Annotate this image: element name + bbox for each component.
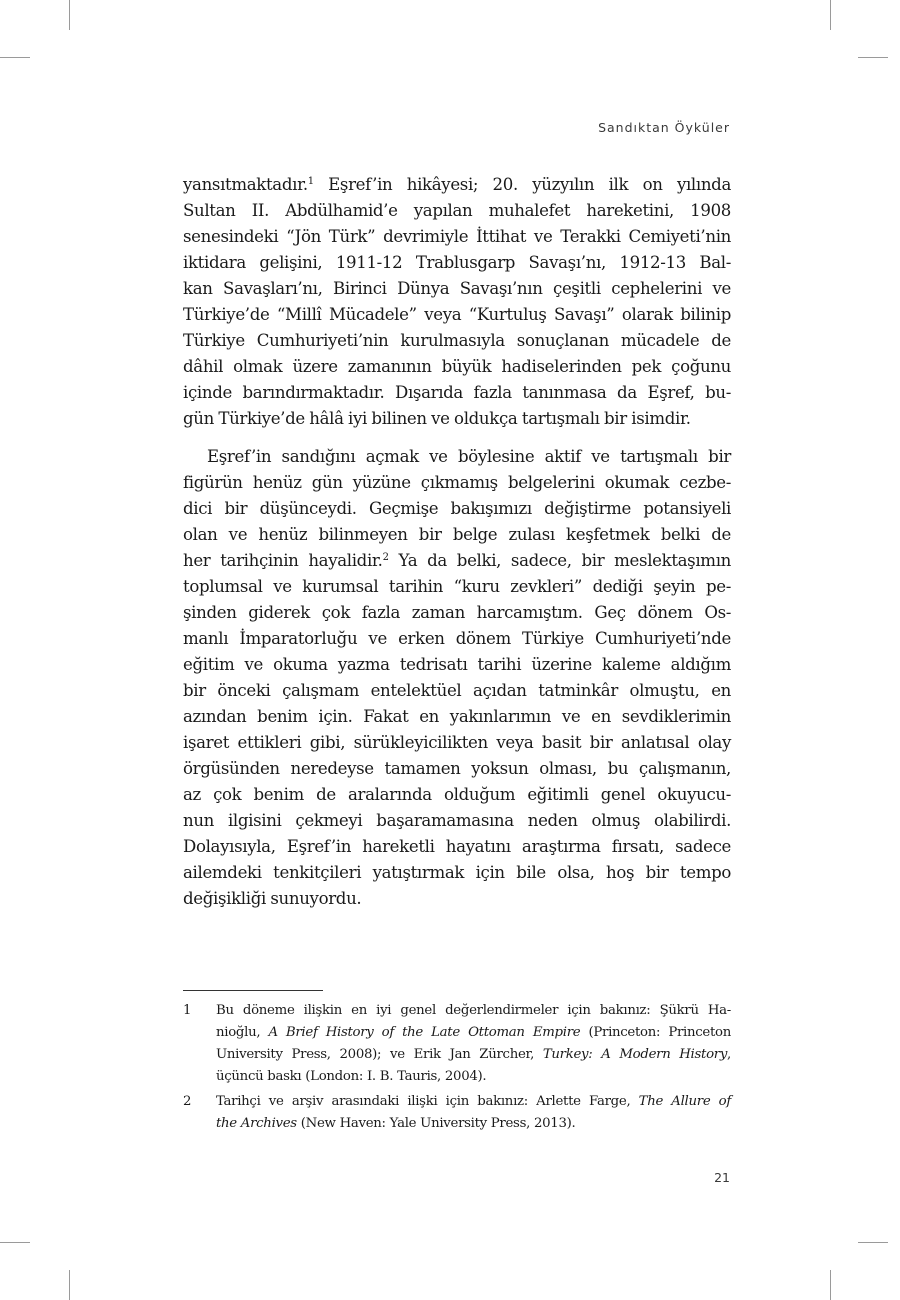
- text-line: olan ve henüz bilinmeyen bir belge zulası keşfetmek belki de: [183, 525, 731, 544]
- footnote-rule: [183, 990, 323, 991]
- footnote-2: [183, 1091, 731, 1135]
- text-line: ailemdeki tenkitçileri yatıştırmak için bile olsa, hoş bir tempo: [183, 863, 731, 882]
- footnote-text: Bu döneme ilişkin en iyi genel değerlendirmeler için bakınız: Şükrü Ha- nioğlu, A Brief History of the Late Ottoman Empire (Princeton: Princeton University Press, 2008); ve Erik Jan Zürcher, Turkey: A Modern History, üçüncü baskı (London: I. B. Tauris, 2004).: [216, 1003, 731, 1084]
- crop-mark: [0, 57, 30, 58]
- text-line: figürün henüz gün yüzüne çıkmamış belgelerini okumak cezbe-: [183, 473, 731, 492]
- crop-mark: [69, 0, 70, 30]
- text-line: Sultan II. Abdülhamid’e yapılan muhalefet hareketini, 1908: [183, 201, 731, 220]
- text-line: azından benim için. Fakat en yakınlarımın ve en sevdiklerimin: [183, 707, 731, 726]
- book-title: A Brief History of the Late Ottoman Empire: [268, 1025, 581, 1040]
- paragraph-2: [183, 444, 731, 912]
- book-title: The Allure of: [638, 1094, 731, 1109]
- text-line: az çok benim de aralarında olduğum eğitimli genel okuyucu-: [183, 785, 731, 804]
- book-title: the Archives: [216, 1116, 297, 1131]
- text-line: içinde barındırmaktadır. Dışarıda fazla tanınmasa da Eşref, bu-: [183, 383, 731, 402]
- text-line: toplumsal ve kurumsal tarihin “kuru zevkleri” dediği şeyin pe-: [183, 577, 731, 596]
- text-line: işaret ettikleri gibi, sürükleyicilikten veya basit bir anlatısal olay: [183, 733, 731, 752]
- footnote-ref-2[interactable]: 2: [382, 552, 389, 563]
- text-line: Eşref’in sandığını açmak ve böylesine aktif ve tartışmalı bir: [207, 447, 731, 466]
- crop-mark: [830, 0, 831, 30]
- text-line: nun ilgisini çekmeyi başaramamasına neden olmuş olabilirdi.: [183, 811, 731, 830]
- text-line: bir önceki çalışmam entelektüel açıdan tatminkâr olmuştu, en: [183, 681, 731, 700]
- page-number: 21: [714, 1170, 730, 1185]
- crop-mark: [830, 1270, 831, 1300]
- text-line: Türkiye Cumhuriyeti’nin kurulmasıyla sonuçlanan mücadele de: [183, 331, 731, 350]
- text-line: yansıtmaktadır.$^1$ Eşref’in hikâyesi; 20. yüzyılın ilk on yılında: [183, 175, 731, 194]
- text-line: şinden giderek çok fazla zaman harcamıştım. Geç dönem Os-: [183, 603, 731, 622]
- text-line: eğitim ve okuma yazma tedrisatı tarihi üzerine kaleme aldığım: [183, 655, 731, 674]
- text-line: iktidara gelişini, 1911-12 Trablusgarp Savaşı’nı, 1912-13 Bal-: [183, 253, 731, 272]
- book-title: Turkey: A Modern History: [542, 1047, 728, 1062]
- footnote-text: Tarihçi ve arşiv arasındaki ilişki için bakınız: Arlette Farge, The Allure of the Archives (New Haven: Yale University Press, 2013).: [216, 1094, 731, 1131]
- text-line: manlı İmparatorluğu ve erken dönem Türkiye Cumhuriyeti’nde: [183, 629, 731, 648]
- crop-mark: [0, 1242, 30, 1243]
- text-line: her tarihçinin hayalidir.$^2$ Ya da belki, sadece, bir meslektaşımın: [183, 551, 731, 570]
- text-line: senesindeki “Jön Türk” devrimiyle İttihat ve Terakki Cemiyeti’nin: [183, 227, 731, 246]
- text-line: dici bir düşünceydi. Geçmişe bakışımızı değiştirme potansiyeli: [183, 499, 731, 518]
- crop-mark: [858, 57, 888, 58]
- paragraph-1: [183, 172, 731, 432]
- text-line: değişikliği sunuyordu.: [183, 889, 362, 908]
- running-head: Sandıktan Öyküler: [598, 120, 730, 135]
- footnote-ref-1[interactable]: 1: [307, 176, 314, 187]
- text-line: kan Savaşları’nı, Birinci Dünya Savaşı’nın çeşitli cephelerini ve: [183, 279, 731, 298]
- text-line: gün Türkiye’de hâlâ iyi bilinen ve oldukça tartışmalı bir isimdir.: [183, 409, 691, 428]
- body-text: [183, 172, 731, 912]
- crop-mark: [69, 1270, 70, 1300]
- text-line: Türkiye’de “Millî Mücadele” veya “Kurtuluş Savaşı” olarak bilinip: [183, 305, 731, 324]
- crop-mark: [858, 1242, 888, 1243]
- text-line: örgüsünden neredeyse tamamen yoksun olması, bu çalışmanın,: [183, 759, 731, 778]
- footnotes: [183, 1000, 731, 1138]
- footnote-1: [183, 1000, 731, 1088]
- footnote-number: 2: [183, 1094, 192, 1109]
- footnote-number: 1: [183, 1003, 192, 1018]
- text-line: dâhil olmak üzere zamanının büyük hadiselerinden pek çoğunu: [183, 357, 731, 376]
- text-line: Dolayısıyla, Eşref’in hareketli hayatını araştırma fırsatı, sadece: [183, 837, 731, 856]
